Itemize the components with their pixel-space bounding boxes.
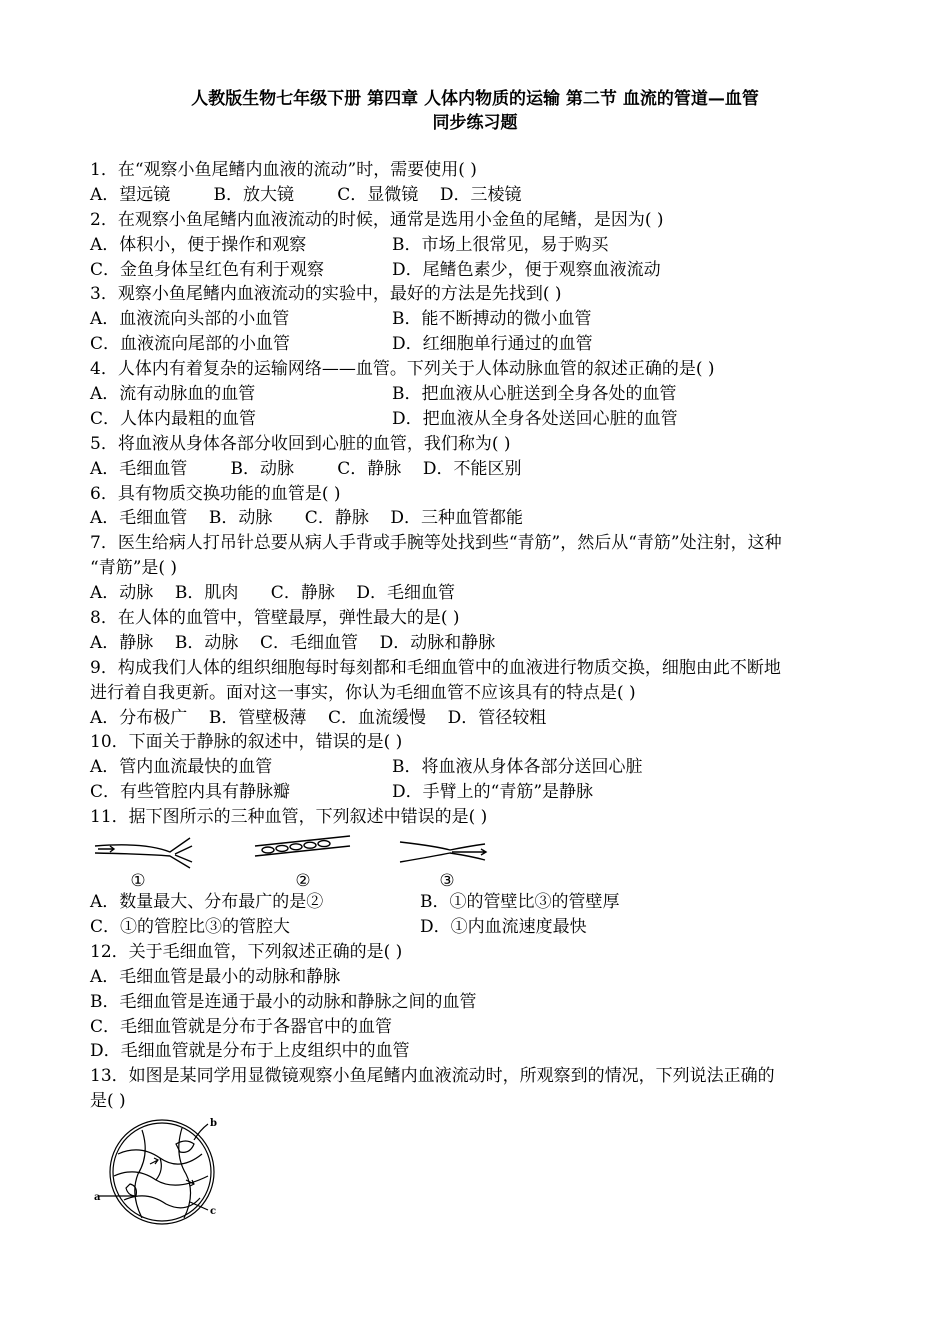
options-row xyxy=(90,581,870,606)
option: C．①的管腔比③的管腔大 xyxy=(90,916,291,937)
microscope-figure xyxy=(90,1114,870,1234)
options-row xyxy=(90,506,870,531)
option: A．毛细血管 B．动脉 C．静脉 D．不能区别 xyxy=(90,458,522,479)
option: C．有些管腔内具有静脉瓣 xyxy=(90,782,291,803)
page-subtitle: 同步练习题 xyxy=(432,113,518,133)
options-row xyxy=(90,332,870,357)
question-stem: “青筋”是( ) xyxy=(90,558,178,579)
question-9 xyxy=(90,656,870,731)
three-vessels-diagram xyxy=(90,830,550,890)
vein-drawing xyxy=(400,842,486,862)
question-6 xyxy=(90,482,870,532)
question-3 xyxy=(90,282,870,357)
options-row xyxy=(90,1039,870,1064)
options-row xyxy=(90,457,870,482)
option: A．数量最大、分布最广的是② xyxy=(90,892,324,913)
option: B．①的管壁比③的管壁厚 xyxy=(420,892,620,913)
question-stem: 6．具有物质交换功能的血管是( ) xyxy=(90,483,341,504)
option: B．把血液从心脏送到全身各处的血管 xyxy=(392,384,677,405)
figure-label-3: ③ xyxy=(439,871,455,891)
page-title: 人教版生物七年级下册 第四章 人体内物质的运输 第二节 血流的管道—血管 xyxy=(191,89,759,109)
option: D．把血液从全身各处送回心脏的血管 xyxy=(392,408,678,429)
option: B．能不断搏动的微小血管 xyxy=(392,309,592,330)
options-row xyxy=(90,258,870,283)
question-4 xyxy=(90,357,870,432)
question-10 xyxy=(90,730,870,805)
options-row xyxy=(90,890,870,915)
option: A．动脉 B．肌肉 C．静脉 D．毛细血管 xyxy=(90,583,456,604)
options-row xyxy=(90,755,870,780)
options-row xyxy=(90,233,870,258)
question-stem: 是( ) xyxy=(90,1091,126,1112)
option: A．体积小，便于操作和观察 xyxy=(90,234,307,255)
option: D．手臂上的“青筋”是静脉 xyxy=(392,782,594,803)
fish-fin-microscope-view xyxy=(90,1114,250,1234)
question-stem: 9．构成我们人体的组织细胞每时每刻都和毛细血管中的血液进行物质交换，细胞由此不断地 xyxy=(90,657,781,678)
options-row xyxy=(90,183,870,208)
option: C．人体内最粗的血管 xyxy=(90,408,257,429)
options-row xyxy=(90,307,870,332)
question-stem: 12．关于毛细血管，下列叙述正确的是( ) xyxy=(90,941,403,962)
option: C．血液流向尾部的小血管 xyxy=(90,334,291,355)
capillary-drawing xyxy=(255,836,350,856)
options-row xyxy=(90,382,870,407)
options-row xyxy=(90,407,870,432)
question-stem: 1．在“观察小鱼尾鳍内血液的流动”时，需要使用( ) xyxy=(90,160,477,180)
question-11 xyxy=(90,805,870,940)
question-13 xyxy=(90,1064,870,1234)
option: A．毛细血管是最小的动脉和静脉 xyxy=(90,966,341,987)
figure-label-1: ① xyxy=(130,871,146,891)
option: A．管内血流最快的血管 xyxy=(90,757,273,778)
options-row xyxy=(90,631,870,656)
option: A．静脉 B．动脉 C．毛细血管 D．动脉和静脉 xyxy=(90,632,496,653)
options-row xyxy=(90,990,870,1015)
options-row xyxy=(90,706,870,731)
figure-label-c: c xyxy=(210,1206,217,1218)
option: D．红细胞单行通过的血管 xyxy=(392,334,593,355)
question-stem: 4．人体内有着复杂的运输网络——血管。下列关于人体动脉血管的叙述正确的是( ) xyxy=(90,359,715,380)
question-5 xyxy=(90,432,870,482)
option: C．金鱼身体呈红色有利于观察 xyxy=(90,259,325,280)
option: D．尾鳍色素少，便于观察血液流动 xyxy=(392,259,661,280)
question-8 xyxy=(90,606,870,656)
option: A．血液流向头部的小血管 xyxy=(90,309,290,330)
question-stem: 3．观察小鱼尾鳍内血液流动的实验中，最好的方法是先找到( ) xyxy=(90,284,562,305)
option: B．毛细血管是连通于最小的动脉和静脉之间的血管 xyxy=(90,991,477,1012)
question-stem: 2．在观察小鱼尾鳍内血液流动的时候，通常是选用小金鱼的尾鳍，是因为( ) xyxy=(90,209,664,230)
options-row xyxy=(90,965,870,990)
question-list xyxy=(90,158,870,1234)
option: B．将血液从身体各部分送回心脏 xyxy=(392,757,643,778)
question-2 xyxy=(90,208,870,283)
question-stem: 5．将血液从身体各部分收回到心脏的血管，我们称为( ) xyxy=(90,433,511,454)
question-12 xyxy=(90,940,870,1064)
option: D．①内血流速度最快 xyxy=(420,916,587,937)
options-row xyxy=(90,1015,870,1040)
option: A．毛细血管 B．动脉 C．静脉 D．三种血管都能 xyxy=(90,508,524,529)
question-stem: 10．下面关于静脉的叙述中，错误的是( ) xyxy=(90,732,403,753)
figure-label-a: a xyxy=(94,1192,101,1204)
options-row xyxy=(90,780,870,805)
question-stem: 进行着自我更新。面对这一事实，你认为毛细血管不应该具有的特点是( ) xyxy=(90,682,636,703)
question-stem: 13．如图是某同学用显微镜观察小鱼尾鳍内血液流动时，所观察到的情况，下列说法正确的 xyxy=(90,1066,775,1087)
blood-vessel-figure xyxy=(90,830,870,890)
option: A．望远镜 B．放大镜 C．显微镜 D．三棱镜 xyxy=(90,184,522,205)
option: C．毛细血管就是分布于各器官中的血管 xyxy=(90,1016,393,1037)
question-stem: 7．医生给病人打吊针总要从病人手背或手腕等处找到些“青筋”，然后从“青筋”处注射，这种 xyxy=(90,533,782,554)
options-row xyxy=(90,915,870,940)
question-stem: 8．在人体的血管中，管壁最厚，弹性最大的是( ) xyxy=(90,608,460,629)
figure-label-b: b xyxy=(210,1118,217,1130)
option: D．毛细血管就是分布于上皮组织中的血管 xyxy=(90,1041,410,1062)
option: B．市场上很常见，易于购买 xyxy=(392,234,609,255)
question-stem: 11．据下图所示的三种血管，下列叙述中错误的是( ) xyxy=(90,807,488,828)
question-1 xyxy=(90,158,870,208)
option: A．分布极广 B．管壁极薄 C．血流缓慢 D．管径较粗 xyxy=(90,707,547,728)
option: A．流有动脉血的血管 xyxy=(90,384,256,405)
artery-drawing xyxy=(95,838,192,868)
figure-label-2: ② xyxy=(295,871,311,891)
question-7 xyxy=(90,531,870,606)
